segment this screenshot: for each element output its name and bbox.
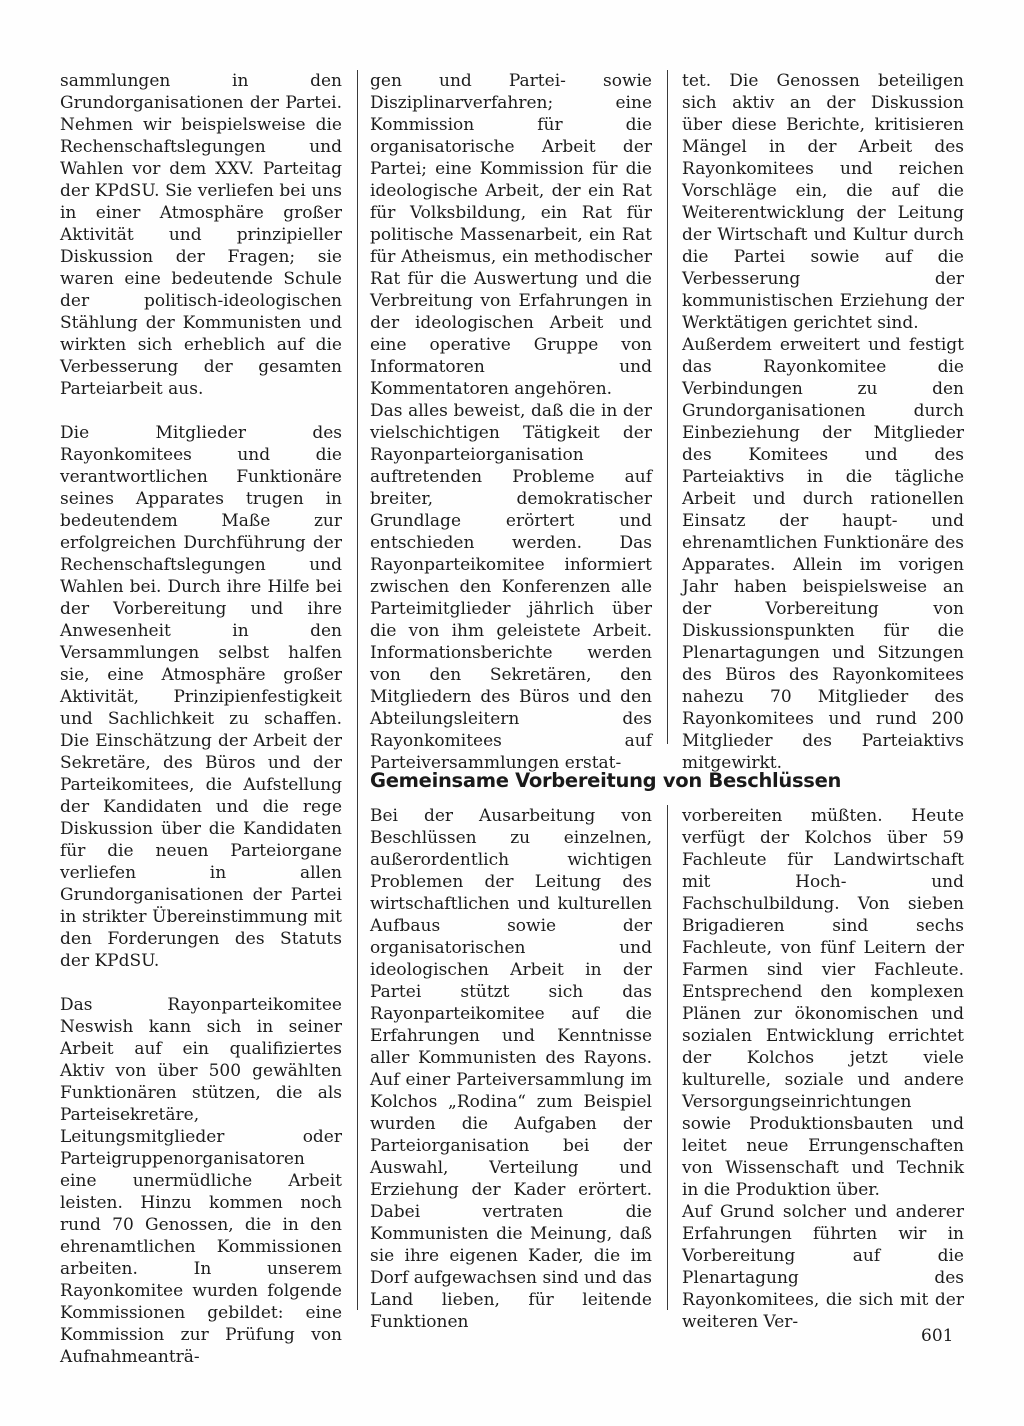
column-left xyxy=(60,70,342,1368)
column-divider xyxy=(357,70,358,1310)
column-right-bottom xyxy=(682,805,964,1333)
paragraph: sammlungen in den Grundorganisationen der Partei. Nehmen wir beispielsweise die Rechenschaftslegungen und Wahlen vor dem XXV. Parteitag der KPdSU. Sie verliefen bei uns in einer Atmosphäre großer Aktivität und prinzipieller Diskussion der Fragen; sie waren eine bedeutende Schule der politisch-ideologischen Stählung der Kommunisten und wirkten sich erheblich auf die Verbesserung der gesamten Parteiarbeit aus. xyxy=(60,71,342,399)
column-middle-bottom xyxy=(370,805,652,1333)
column-divider xyxy=(667,805,668,1310)
page-number: 601 xyxy=(921,1326,954,1346)
section-heading: Gemeinsame Vorbereitung von Beschlüssen xyxy=(370,769,842,792)
paragraph: Die Mitglieder des Rayonkomitees und die verantwortlichen Funktionäre seines Apparates trugen in bedeutendem Maße zur erfolgreichen Durchführung der Rechenschaftslegungen und Wahlen bei. Durch ihre Hilfe bei der Vorbereitung und ihre Anwesenheit in den Versammlungen selbst halfen sie, eine Atmosphäre großer Aktivität, Prinzipienfestigkeit und Sachlichkeit zu schaffen. Die Einschätzung der Arbeit der Sekretäre, des Büros und der Parteikomitees, die Aufstellung der Kandidaten und die rege Diskussion über die Kandidaten für die neuen Parteiorgane verliefen in allen Grundorganisationen der Partei in strikter Übereinstimmung mit den Forderungen des Statuts der KPdSU. xyxy=(60,423,342,971)
paragraph: tet. Die Genossen beteiligen sich aktiv an der Diskussion über diese Berichte, kritisieren Mängel in der Arbeit des Rayonkomitees und reichen Vorschläge ein, die auf die Weiterentwicklung der Leitung der Wirtschaft und Kultur durch die Partei sowie auf die Verbesserung der kommunistischen Erziehung der Werktätigen gerichtet sind. xyxy=(682,71,964,333)
paragraph: Bei der Ausarbeitung von Beschlüssen zu einzelnen, außerordentlich wichtigen Problemen der Leitung des wirtschaftlichen und kulturellen Aufbaus sowie der organisatorischen und ideologischen Arbeit in der Partei stützt sich das Rayonparteikomitee auf die Erfahrungen und Kenntnisse aller Kommunisten des Rayons. Auf einer Parteiversammlung im Kolchos „Rodina“ zum Beispiel wurden die Aufgaben der Parteiorganisation bei der Auswahl, Verteilung und Erziehung der Kader erörtert. Dabei vertraten die Kommunisten die Meinung, daß sie ihre eigenen Kader, die im Dorf aufgewachsen sind und das Land lieben, für leitende Funktionen xyxy=(370,806,652,1332)
paragraph: Das alles beweist, daß die in der vielschichtigen Tätigkeit der Rayonparteiorganisation auftretenden Probleme auf breiter, demokratischer Grundlage erörtert und entschieden werden. Das Rayonparteikomitee informiert zwischen den Konferenzen alle Parteimitglieder jährlich über die von ihm geleistete Arbeit. Informationsberichte werden von den Sekretären, den Mitgliedern des Büros und den Abteilungsleitern des Rayonkomitees auf Parteiversammlungen erstat- xyxy=(370,401,652,773)
paragraph: gen und Partei- sowie Disziplinarverfahren; eine Kommission für die organisatorische Arbeit der Partei; eine Kommission für die ideologische Arbeit, der ein Rat für Volksbildung, ein Rat für politische Massenarbeit, ein Rat für Atheismus, ein methodischer Rat für die Auswertung und die Verbreitung von Erfahrungen in der ideologischen Arbeit und eine operative Gruppe von Informatoren und Kommentatoren angehören. xyxy=(370,71,652,399)
paragraph: Außerdem erweitert und festigt das Rayonkomitee die Verbindungen zu den Grundorganisationen durch Einbeziehung der Mitglieder des Komitees und des Parteiaktivs in die tägliche Arbeit und durch rationellen Einsatz der haupt- und ehrenamtlichen Funktionäre des Apparates. Allein im vorigen Jahr haben beispielsweise an der Vorbereitung von Diskussionspunkten für die Plenartagungen und Sitzungen des Büros des Rayonkomitees nahezu 70 Mitglieder des Rayonkomitees und rund 200 Mitglieder des Parteiaktivs mitgewirkt. xyxy=(682,335,964,773)
column-right-top xyxy=(682,70,964,774)
paragraph: Das Rayonparteikomitee Neswish kann sich in seiner Arbeit auf ein qualifiziertes Aktiv von über 500 gewählten Funktionären stützen, die als Parteisekretäre, Leitungsmitglieder oder Parteigruppenorganisatoren eine unermüdliche Arbeit leisten. Hinzu kommen noch rund 70 Genossen, die in den ehrenamtlichen Kommissionen arbeiten. In unserem Rayonkomitee wurden folgende Kommissionen gebildet: eine Kommission zur Prüfung von Aufnahmeanträ- xyxy=(60,995,342,1367)
paragraph: Auf Grund solcher und anderer Erfahrungen führten wir in Vorbereitung auf die Plenartagung des Rayonkomitees, die sich mit der weiteren Ver- xyxy=(682,1202,964,1332)
paragraph: vorbereiten müßten. Heute verfügt der Kolchos über 59 Fachleute für Landwirtschaft mit Hoch- und Fachschulbildung. Von sieben Brigadieren sind sechs Fachleute, von fünf Leitern der Farmen sind vier Fachleute. Entsprechend den komplexen Plänen zur ökonomischen und sozialen Entwicklung errichtet der Kolchos jetzt viele kulturelle, soziale und andere Versorgungseinrichtungen sowie Produktionsbauten und leitet neue Errungenschaften von Wissenschaft und Technik in die Produktion über. xyxy=(682,806,964,1200)
column-divider xyxy=(667,70,668,744)
column-middle-top xyxy=(370,70,652,774)
